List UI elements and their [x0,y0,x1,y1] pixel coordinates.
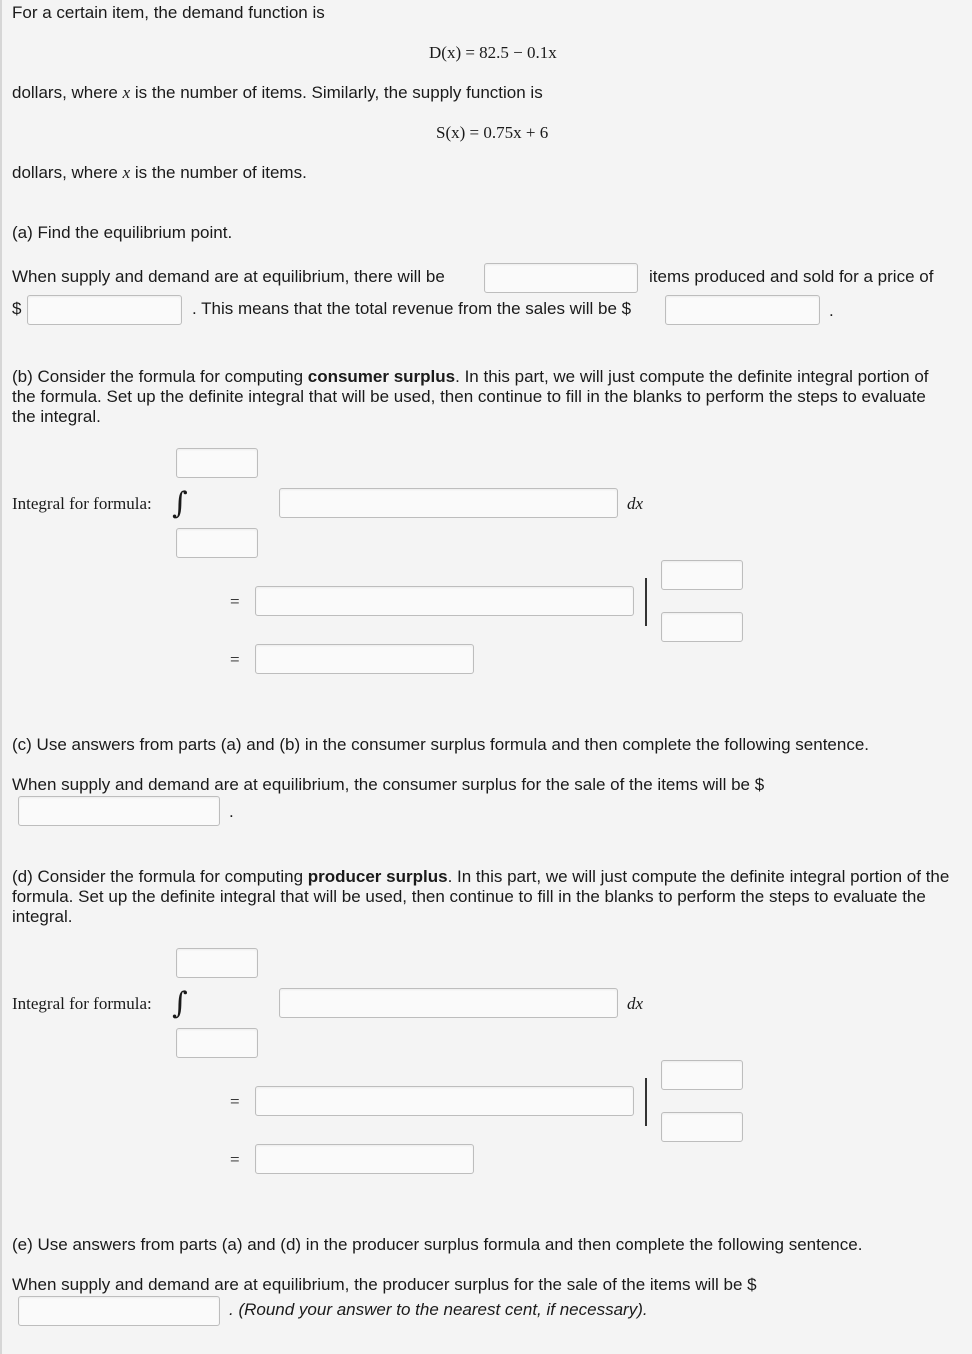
equilibrium-quantity-input[interactable] [484,263,638,293]
cs-integral-label: Integral for formula: [12,494,152,513]
text-fragment: . In this part, we will just compute the definite integral portion of the formula. Set up the definite integral that will be used, then continue to fill in the blanks to perform the steps to evaluate the integral. [12,367,929,426]
text-fragment: . In this part, we will just compute the definite integral portion of the formula. Set up the definite integral that will be used, then continue to fill in the blanks to perform the steps to evaluate the integral. [12,867,950,926]
total-revenue-input[interactable] [665,295,820,325]
ps-eval-upper-input[interactable] [661,1060,743,1090]
text-fragment: dollars, where [12,163,118,182]
intro-line-3 [12,163,307,183]
ps-integrand-input[interactable] [279,988,618,1018]
rounding-note: . (Round your answer to the nearest cent, if necessary). [229,1300,648,1319]
period: . [829,301,834,320]
text-fragment: (d) Consider the formula for computing [12,867,308,886]
cs-eval-lower-input[interactable] [661,612,743,642]
producer-surplus-input[interactable] [18,1296,220,1326]
part-a-text-1: When supply and demand are at equilibrium, there will be [12,267,445,286]
variable-x: x [122,83,131,102]
part-a-text-2: items produced and sold for a price of [649,267,934,286]
ps-upper-limit-input[interactable] [176,948,258,978]
intro-line: For a certain item, the demand function is [12,3,325,22]
integral-icon: ∫ [172,486,188,521]
dx-text: dx [627,994,644,1013]
text-fragment: (b) Consider the formula for computing [12,367,308,386]
equals-sign: = [230,1092,240,1111]
cs-lower-limit-input[interactable] [176,528,258,558]
evaluation-bar [645,578,647,626]
consumer-surplus-input[interactable] [18,796,220,826]
consumer-surplus-term: consumer surplus [307,367,456,386]
dx-label [627,494,643,514]
cs-integrand-input[interactable] [279,488,618,518]
text-fragment: is the number of items. [134,163,307,182]
part-a-text-3: . This means that the total revenue from the sales will be $ [192,299,632,318]
intro-line-2 [12,83,543,103]
integral-icon: ∫ [172,986,188,1021]
ps-integral-label: Integral for formula: [12,994,152,1013]
cs-antiderivative-input[interactable] [255,586,634,616]
left-border [0,0,2,1354]
equilibrium-price-input[interactable] [27,295,182,325]
part-b-description [12,367,952,427]
variable-x: x [122,163,131,182]
equals-sign: = [230,592,240,611]
cs-integral-value-input[interactable] [255,644,474,674]
part-a-heading: (a) Find the equilibrium point. [12,223,233,242]
text-fragment: is the number of items. Similarly, the supply function is [134,83,543,102]
text-fragment: dollars, where [12,83,118,102]
equals-sign: = [230,650,240,669]
part-c-text: When supply and demand are at equilibrium, the consumer surplus for the sale of the items will be $ [12,775,765,794]
demand-equation: D(x) = 82.5 − 0.1x [429,43,557,62]
producer-surplus-term: producer surplus [307,867,448,886]
dx-label [627,994,643,1014]
ps-lower-limit-input[interactable] [176,1028,258,1058]
cs-upper-limit-input[interactable] [176,448,258,478]
dollar-sign: $ [12,299,22,318]
supply-equation: S(x) = 0.75x + 6 [436,123,549,142]
part-d-description [12,867,952,927]
part-e-text: When supply and demand are at equilibrium, the producer surplus for the sale of the items will be $ [12,1275,757,1294]
part-e-heading: (e) Use answers from parts (a) and (d) in the producer surplus formula and then complete the following sentence. [12,1235,863,1254]
dx-text: dx [627,494,644,513]
ps-antiderivative-input[interactable] [255,1086,634,1116]
evaluation-bar [645,1078,647,1126]
ps-integral-value-input[interactable] [255,1144,474,1174]
ps-eval-lower-input[interactable] [661,1112,743,1142]
period: . [229,802,234,821]
equals-sign: = [230,1150,240,1169]
cs-eval-upper-input[interactable] [661,560,743,590]
part-c-heading: (c) Use answers from parts (a) and (b) in the consumer surplus formula and then complete the following sentence. [12,735,870,754]
